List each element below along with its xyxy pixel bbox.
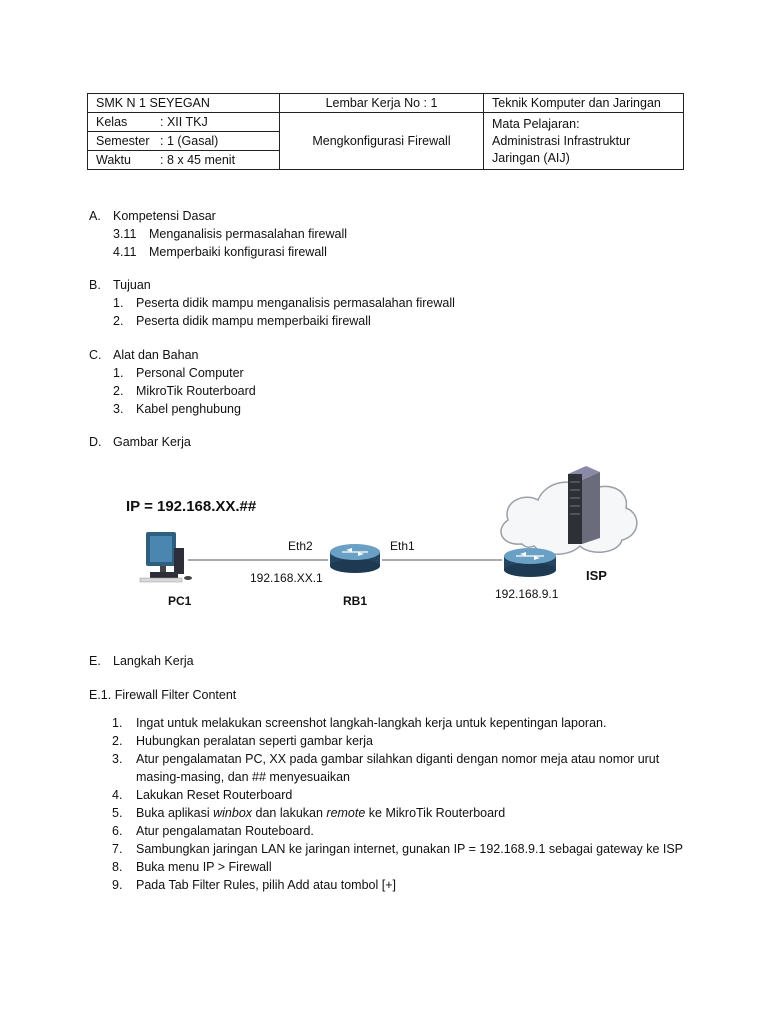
section-title: Kompetensi Dasar bbox=[113, 209, 216, 223]
list-item: 3. Atur pengalamatan PC, XX pada gambar silahkan diganti dengan nomor meja atau nomor urut masing-masing, dan ## menyesuaikan bbox=[112, 752, 660, 784]
semester-label: Semester bbox=[96, 134, 150, 148]
router-isp-icon bbox=[504, 548, 556, 577]
list-item: 1. Personal Computer bbox=[113, 366, 244, 380]
list-item: 3. Kabel penghubung bbox=[113, 402, 241, 416]
subject-value: Administrasi Infrastruktur Jaringan (AIJ) bbox=[492, 134, 631, 165]
list-item: 7. Sambungkan jaringan LAN ke jaringan internet, gunakan IP = 192.168.9.1 sebagai gateway ke ISP bbox=[112, 842, 684, 856]
section-e bbox=[89, 652, 194, 670]
topic-title: Mengkonfigurasi Firewall bbox=[280, 113, 484, 170]
eth2-label: Eth2 bbox=[288, 539, 313, 553]
waktu-cell bbox=[88, 151, 280, 170]
section-c bbox=[89, 346, 256, 418]
isp-ip-label: 192.168.9.1 bbox=[495, 587, 559, 601]
kelas-value: : XII TKJ bbox=[160, 115, 208, 129]
router-rb1-icon bbox=[330, 544, 380, 573]
header-table bbox=[87, 93, 684, 170]
list-item: 6. Atur pengalamatan Routeboard. bbox=[112, 824, 314, 838]
list-item: 4.11 Memperbaiki konfigurasi firewall bbox=[113, 245, 327, 259]
list-item: 1. Ingat untuk melakukan screenshot langkah-langkah kerja untuk kepentingan laporan. bbox=[112, 716, 607, 730]
subject-label: Mata Pelajaran: bbox=[492, 117, 580, 131]
section-a bbox=[89, 207, 347, 261]
semester-value: : 1 (Gasal) bbox=[160, 134, 219, 148]
pc-icon bbox=[140, 532, 192, 582]
steps-list bbox=[112, 714, 702, 894]
section-letter: C. bbox=[89, 348, 102, 362]
network-diagram-svg bbox=[110, 462, 650, 612]
ip-label: IP = 192.168.XX.## bbox=[126, 498, 257, 515]
eth1-label: Eth1 bbox=[390, 539, 415, 553]
rb-ip-label: 192.168.XX.1 bbox=[250, 571, 323, 585]
section-b bbox=[89, 276, 455, 330]
waktu-value: : 8 x 45 menit bbox=[160, 153, 236, 167]
section-title: Gambar Kerja bbox=[113, 435, 191, 449]
kelas-cell bbox=[88, 113, 280, 132]
list-item: 5. Buka aplikasi winbox dan lakukan remote ke MikroTik Routerboard bbox=[112, 806, 506, 820]
section-title: Tujuan bbox=[113, 278, 151, 292]
program-name: Teknik Komputer dan Jaringan bbox=[484, 94, 684, 113]
list-item: 2. Hubungkan peralatan seperti gambar kerja bbox=[112, 734, 373, 748]
isp-label: ISP bbox=[586, 568, 607, 583]
section-title: Alat dan Bahan bbox=[113, 348, 199, 362]
section-letter: D. bbox=[89, 435, 102, 449]
list-item: 2. Peserta didik mampu memperbaiki firewall bbox=[113, 314, 371, 328]
school-name: SMK N 1 SEYEGAN bbox=[88, 94, 280, 113]
section-letter: A. bbox=[89, 209, 101, 223]
subsection-title bbox=[89, 686, 236, 704]
worksheet-number: Lembar Kerja No : 1 bbox=[280, 94, 484, 113]
list-item: 4. Lakukan Reset Routerboard bbox=[112, 788, 293, 802]
section-letter: E. bbox=[89, 654, 101, 668]
section-d bbox=[89, 433, 191, 451]
rb1-label: RB1 bbox=[343, 594, 368, 608]
kelas-label: Kelas bbox=[96, 115, 128, 129]
server-icon bbox=[568, 466, 600, 544]
list-item: 9. Pada Tab Filter Rules, pilih Add atau tombol [+] bbox=[112, 878, 396, 892]
list-item: 8. Buka menu IP > Firewall bbox=[112, 860, 272, 874]
subsection-label: E.1. Firewall Filter Content bbox=[89, 688, 237, 702]
network-diagram bbox=[110, 462, 650, 612]
pc1-label: PC1 bbox=[168, 594, 192, 608]
list-item: 3.11 Menganalisis permasalahan firewall bbox=[113, 227, 348, 241]
list-item: 1. Peserta didik mampu menganalisis permasalahan firewall bbox=[113, 296, 455, 310]
semester-cell bbox=[88, 132, 280, 151]
section-letter: B. bbox=[89, 278, 101, 292]
list-item: 2. MikroTik Routerboard bbox=[113, 384, 256, 398]
section-title: Langkah Kerja bbox=[113, 654, 194, 668]
subject-cell bbox=[484, 113, 684, 170]
waktu-label: Waktu bbox=[96, 153, 131, 167]
